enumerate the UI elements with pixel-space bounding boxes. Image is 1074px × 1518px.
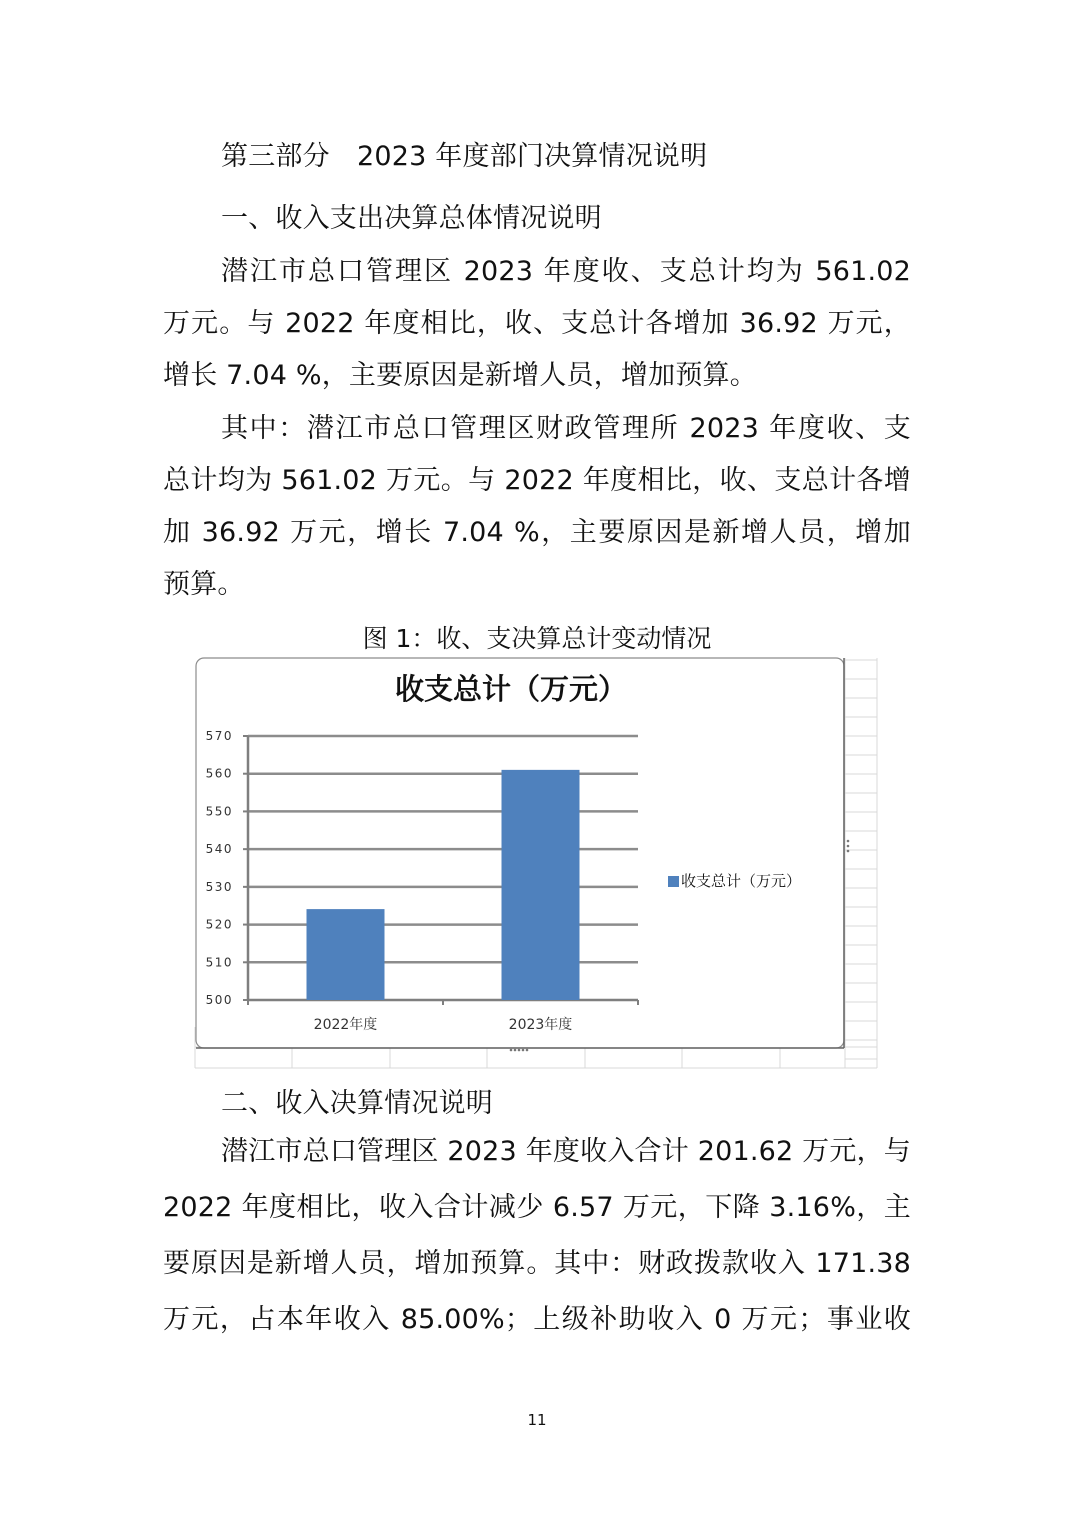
legend-label: 收支总计（万元）: [681, 872, 802, 890]
bar: [502, 770, 580, 1000]
bar: [307, 909, 385, 1000]
chart-title: 收支总计（万元）: [394, 672, 628, 706]
paragraph-line: 加 36.92 万元，增长 7.04 %，主要原因是新增人员，增加: [163, 517, 911, 548]
resize-handle-dot: [526, 1049, 529, 1052]
y-tick-label: 570: [205, 729, 233, 743]
x-tick-label: 2022年度: [313, 1017, 378, 1033]
resize-handle-dot: [522, 1049, 525, 1052]
resize-handle-dot: [510, 1049, 513, 1052]
resize-handle-dot: [847, 845, 850, 848]
paragraph-line: 增长 7.04 %，主要原因是新增人员，增加预算。: [163, 360, 757, 391]
paragraph-line: 潜江市总口管理区 2023 年度收入合计 201.62 万元，与: [221, 1136, 911, 1167]
paragraph-line: 预算。: [163, 569, 245, 600]
resize-handle-dot: [514, 1049, 517, 1052]
resize-handle-dot: [847, 850, 850, 853]
paragraph-line: 要原因是新增人员，增加预算。其中：财政拨款收入 171.38: [163, 1248, 911, 1279]
paragraph-line: 万元，占本年收入 85.00%；上级补助收入 0 万元；事业收: [163, 1304, 911, 1335]
page-number: 11: [527, 1411, 547, 1429]
y-tick-label: 550: [205, 804, 233, 819]
y-tick-label: 540: [205, 842, 233, 857]
y-tick-label: 500: [205, 993, 233, 1007]
bar-chart: [193, 655, 879, 1070]
chart-object[interactable]: [193, 655, 879, 1070]
part-heading: 第三部分 2023 年度部门决算情况说明: [221, 141, 708, 172]
paragraph-line: 万元。与 2022 年度相比，收、支总计各增加 36.92 万元，: [163, 308, 911, 339]
legend-swatch: [668, 876, 679, 887]
section-one-heading: 一、收入支出决算总体情况说明: [221, 203, 602, 234]
x-tick-label: 2023年度: [508, 1017, 573, 1033]
figure-caption: 图 1：收、支决算总计变动情况: [362, 624, 712, 653]
resize-handle-dot: [847, 840, 850, 843]
y-tick-label: 520: [205, 917, 233, 932]
y-tick-label: 530: [205, 879, 233, 894]
y-tick-label: 510: [205, 955, 233, 970]
paragraph-line: 2022 年度相比，收入合计减少 6.57 万元，下降 3.16%，主: [163, 1192, 911, 1223]
section-two-heading: 二、收入决算情况说明: [221, 1088, 493, 1119]
resize-handle-dot: [518, 1049, 521, 1052]
paragraph-line: 总计均为 561.02 万元。与 2022 年度相比，收、支总计各增: [163, 465, 911, 496]
paragraph-line: 潜江市总口管理区 2023 年度收、支总计均为 561.02: [221, 256, 911, 287]
paragraph-line: 其中：潜江市总口管理区财政管理所 2023 年度收、支: [221, 413, 911, 444]
y-tick-label: 560: [205, 766, 233, 781]
